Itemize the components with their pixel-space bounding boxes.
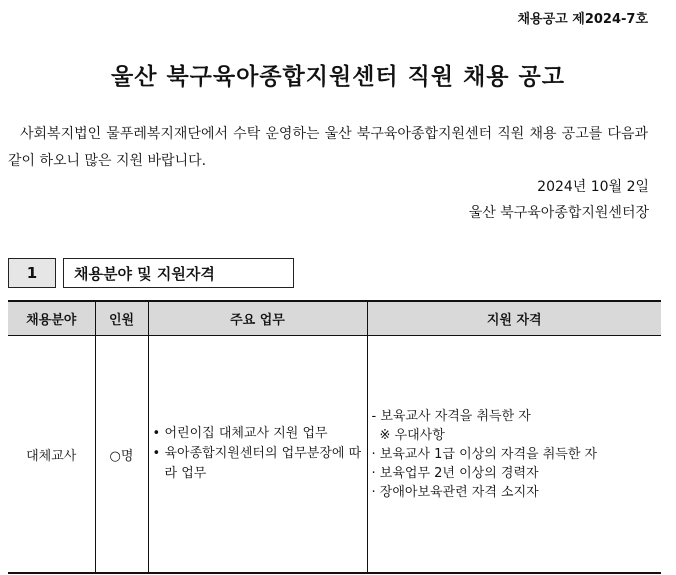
cell-qualifications xyxy=(367,336,661,574)
cell-field: 대체교사 xyxy=(8,336,95,574)
page-title: 울산 북구육아종합지원센터 직원 채용 공고 xyxy=(111,64,565,90)
recruitment-table xyxy=(8,300,661,574)
section-number: 1 xyxy=(8,258,56,288)
header-qualifications: 지원 자격 xyxy=(367,301,661,336)
table-header-row xyxy=(8,301,661,336)
qualification-requirement: - 보육교사 자격을 취득한 자 xyxy=(371,408,531,424)
announcement-signer: 울산 북구육아종합지원센터장 xyxy=(468,205,649,221)
section-title: 채용분야 및 지원자격 xyxy=(63,258,294,288)
intro-paragraph: 사회복지법인 물푸레복지재단에서 수탁 운영하는 울산 북구육아종합지원센터 직원 채용 공고를 다음과 같이 하오니 많은 지원 바랍니다. xyxy=(8,126,648,169)
header-duties: 주요 업무 xyxy=(148,301,367,336)
table-row xyxy=(8,336,661,574)
preference-item: · 보육교사 1급 이상의 자격을 취득한 자 xyxy=(371,446,598,462)
preference-title: ※ 우대사항 xyxy=(379,427,445,443)
qualifications-block xyxy=(368,407,662,502)
preference-item: · 보육업무 2년 이상의 경력자 xyxy=(371,465,539,481)
header-headcount: 인원 xyxy=(95,301,148,336)
header-field: 채용분야 xyxy=(8,301,95,336)
document-number: 채용공고 제2024-7호 xyxy=(517,12,648,27)
duties-list xyxy=(149,424,367,484)
preference-item: · 장애아보육관련 자격 소지자 xyxy=(371,484,539,500)
cell-headcount: ○명 xyxy=(95,336,148,574)
cell-duties xyxy=(148,336,367,574)
announcement-date: 2024년 10월 2일 xyxy=(537,179,649,195)
list-item: • 육아종합지원센터의 업무분장에 따라 업무 xyxy=(153,444,363,484)
list-item: • 어린이집 대체교사 지원 업무 xyxy=(153,424,363,444)
